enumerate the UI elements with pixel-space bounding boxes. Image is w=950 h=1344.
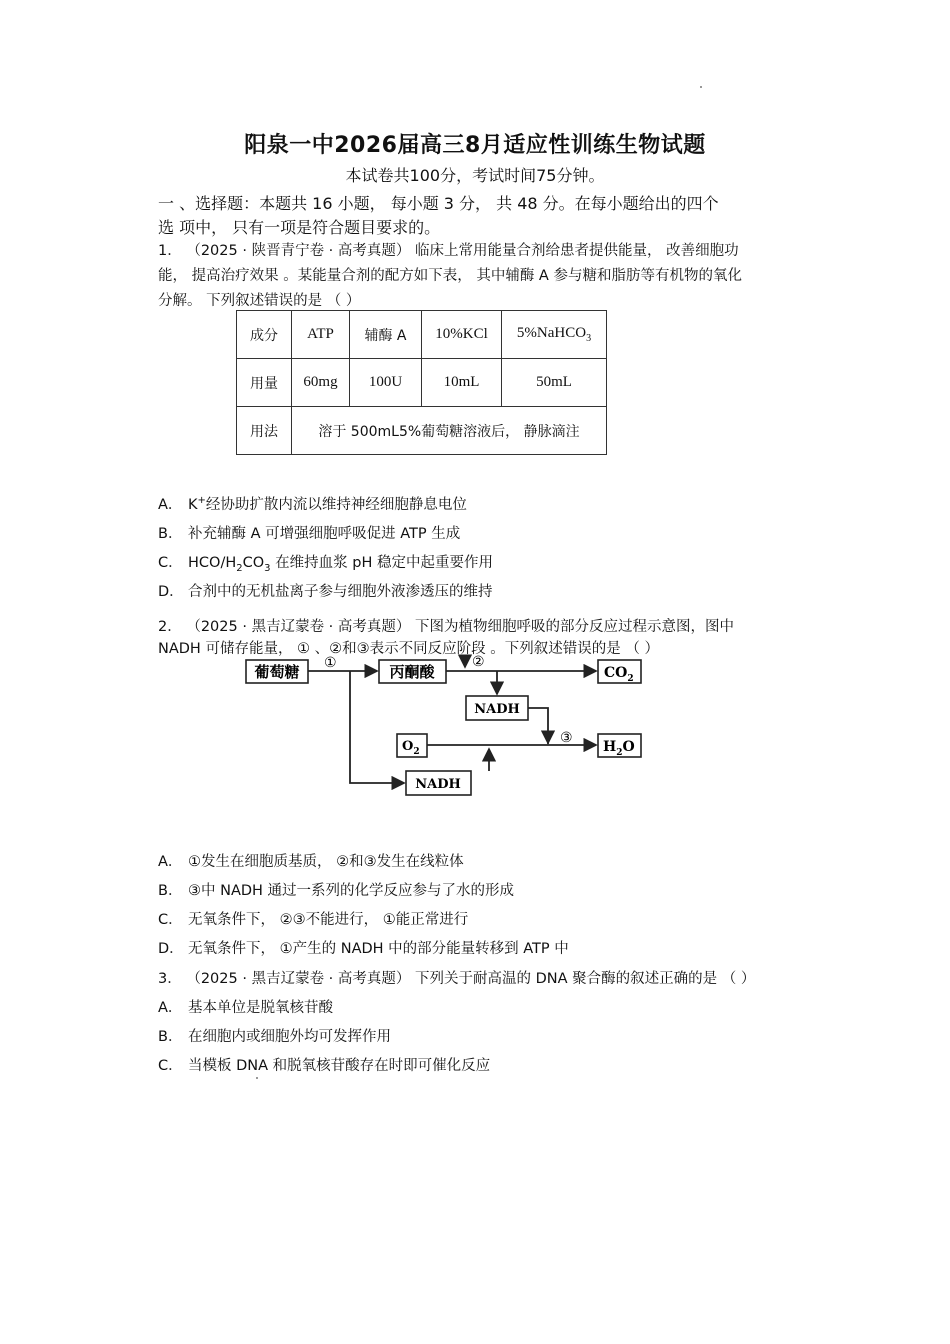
cell-nahco3-dose: 50mL (502, 359, 607, 407)
q3-option-b: B． 在细胞内或细胞外均可发挥作用 (158, 1029, 391, 1045)
h2o-label: $H_2O$ (603, 739, 635, 758)
section-heading-line2: 选 项中， 只有一项是符合题目要求的。 (158, 218, 441, 237)
table-row (237, 407, 607, 455)
q1-option-c: C． HCO/$H_2CO_3$ 在维持血浆 pH 稳定中起重要作用 (158, 555, 493, 574)
nadh-top-label: NADH (474, 702, 520, 717)
page-mark-top (700, 86, 702, 88)
cell-kcl-dose: 10mL (422, 359, 502, 407)
q1-option-b: B． 补充辅酶 A 可增强细胞呼吸促进 ATP 生成 (158, 526, 461, 542)
glucose-label: 葡萄糖 (254, 663, 300, 681)
exam-subtitle: 本试卷共100分，考试时间75分钟。 (345, 166, 605, 185)
cell-usage: 溶于 500mL5%葡萄糖溶液后， 静脉滴注 (292, 407, 607, 455)
q2-stem-line2: NADH 可储存能量， ① 、②和③表示不同反应阶段 。下列叙述错误的是 （ ） (158, 641, 659, 657)
pyruvate-label: 丙酮酸 (389, 663, 435, 681)
cell-coenzyme-a-dose: 100U (350, 359, 422, 407)
table-row (237, 311, 607, 359)
step-2-label: ② (472, 654, 485, 670)
page-title: 阳泉一中2026届高三8月适应性训练生物试题 (244, 133, 706, 158)
cell-atp-dose: 60mg (292, 359, 350, 407)
o2-label: $O_2$ (402, 739, 420, 757)
q2-stem-line1: 2． （2025 · 黑吉辽蒙卷 · 高考真题） 下图为植物细胞呼吸的部分反应过程示意图，图中 (158, 619, 734, 635)
co2-label: $CO_2$ (604, 665, 634, 684)
q1-stem-line2: 能， 提高治疗效果 。某能量合剂的配方如下表， 其中辅酶 A 参与糖和脂肪等有机物的氧化 (158, 268, 742, 284)
q1-option-d: D． 合剂中的无机盐离子参与细胞外液渗透压的维持 (158, 584, 493, 600)
row-label-usage: 用法 (237, 407, 292, 455)
q2-option-d: D． 无氧条件下， ①产生的 NADH 中的部分能量转移到 ATP 中 (158, 941, 569, 957)
table-row (237, 359, 607, 407)
q2-option-b: B． ③中 NADH 通过一系列的化学反应参与了水的形成 (158, 883, 515, 899)
section-heading-line1: 一 、选择题：本题共 16 小题， 每小题 3 分， 共 48 分。在每小题给出的四个 (158, 194, 719, 213)
q2-option-c: C． 无氧条件下， ②③不能进行， ①能正常进行 (158, 912, 469, 928)
respiration-diagram (240, 650, 650, 800)
q3-stem-line1: 3． （2025 · 黑吉辽蒙卷 · 高考真题） 下列关于耐高温的 DNA 聚合酶的叙述正确的是 （ ） (158, 971, 756, 987)
step-3-label: ③ (560, 730, 573, 746)
ingredient-table (236, 310, 607, 455)
q1-option-a: A． K+经协助扩散内流以维持神经细胞静息电位 (158, 495, 467, 513)
nadh-bottom-label: NADH (415, 777, 461, 792)
q1-stem-line1: 1． （2025 · 陕晋青宁卷 · 高考真题） 临床上常用能量合剂给患者提供能量， 改善细胞功 (158, 243, 739, 259)
q3-option-a: A． 基本单位是脱氧核苷酸 (158, 1000, 333, 1016)
page-mark-bottom (256, 1077, 258, 1079)
cell-coenzyme-a: 辅酶 A (350, 311, 422, 359)
row-label-dosage: 用量 (237, 359, 292, 407)
q3-option-c: C． 当模板 DNA 和脱氧核苷酸存在时即可催化反应 (158, 1058, 491, 1074)
row-label-ingredient: 成分 (237, 311, 292, 359)
q1-stem-line3: 分解。 下列叙述错误的是 （ ） (158, 293, 361, 309)
step-1-label: ① (324, 655, 337, 671)
q2-option-a: A． ①发生在细胞质基质， ②和③发生在线粒体 (158, 854, 464, 870)
cell-kcl: 10%KCl (422, 311, 502, 359)
cell-atp: ATP (292, 311, 350, 359)
cell-nahco3: 5%NaHCO$_3$ (502, 311, 607, 359)
